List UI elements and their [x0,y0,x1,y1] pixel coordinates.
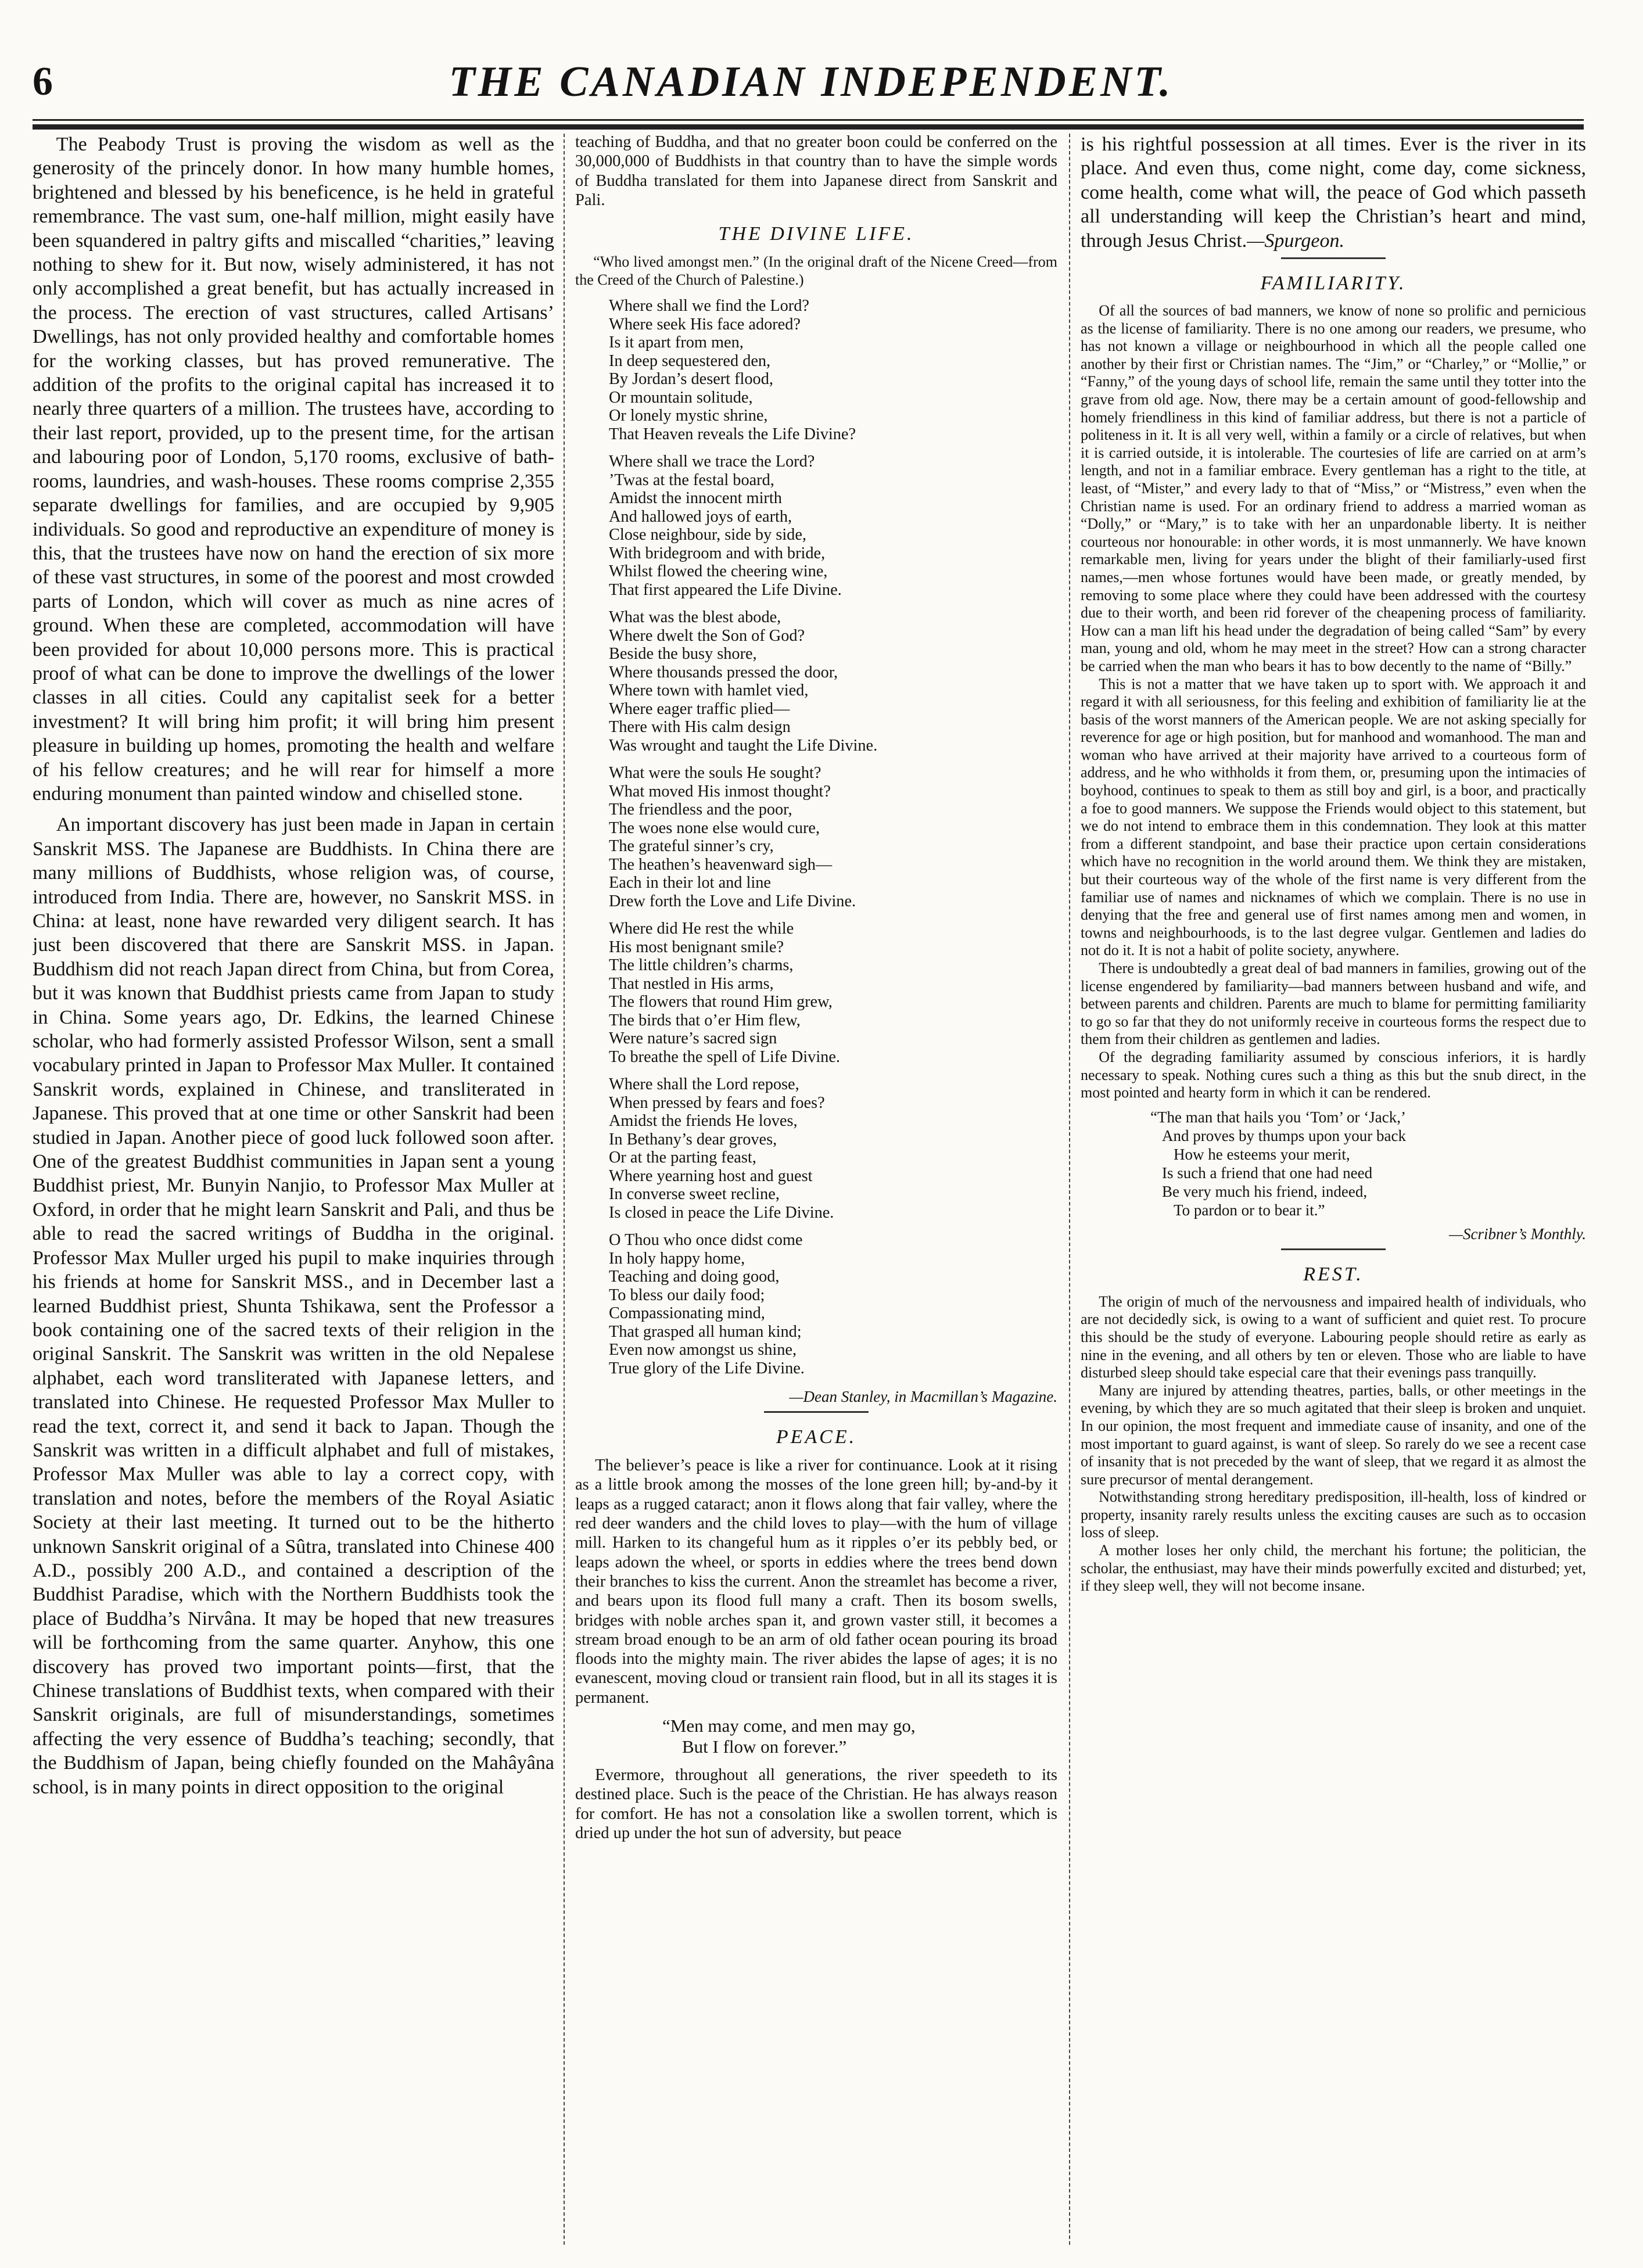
verse-line: Is such a friend that one had need [1162,1164,1373,1182]
poem-line: And hallowed joys of earth, [609,507,792,526]
poem-stanza [575,608,1057,755]
column-3 [1081,132,1586,2246]
poem-line: Where shall the Lord repose, [609,1075,799,1094]
publication-title: THE CANADIAN INDEPENDENT. [449,58,1174,106]
poem-line: Where did He rest the while [609,920,794,938]
peace-paragraph: The believer’s peace is like a river for continuance. Look at it rising as a little brook among the mosses of the lone green hill; by-and-by it leaps as a rugged cataract; anon it flows along that fair valley, where the red deer wanders and the child loves to play—with the hum of village mill. Harken to its changeful hum as it ripples o’er its pebbly bed, or leaps adown the wheel, or sports in eddies where the trees bend down their branches to kiss the current. Anon the streamlet has become a river, and bears upon its flood full many a craft. Then its bosom swells, bridges with noble arches span it, and grown vaster still, it becomes a stream broad enough to be an arm of old father ocean pouring its broad floods into the mighty main. The river abides the lapse of ages; it is no evanescent, moving cloud or transient rain flood, but in all its stages it is permanent. [575,1456,1057,1707]
poem-line: True glory of the Life Divine. [609,1359,805,1377]
masthead-rule-thick [33,124,1584,130]
poem-line: When pressed by fears and foes? [609,1093,825,1112]
continuation-body: is his rightful possession at all times. Ever is the river in its place. And even thus, come night, come day, come sickness, come health, come what will, the peace of God which passeth all understanding will keep the Christian’s heart and mind, through Jesus Christ. [1081,134,1586,252]
poem-line: Even now amongst us shine, [609,1341,797,1359]
poem-line: In deep sequestered den, [609,351,771,370]
poem-line: Or mountain solitude, [609,388,753,407]
poem-line: With bridegroom and with bride, [609,544,826,562]
poem-line: Were nature’s sacred sign [609,1029,777,1048]
poem-line: Is it apart from men, [609,333,744,352]
poem-line: Where shall we trace the Lord? [609,453,815,471]
poem-line: Or at the parting feast, [609,1149,756,1167]
poem-line: Is closed in peace the Life Divine. [609,1203,834,1222]
poem-line: To bless our daily food; [609,1286,765,1304]
masthead-rule-thin [33,119,1584,121]
poem-line: The friendless and the poor, [609,801,792,819]
poem-line: Where yearning host and guest [609,1167,813,1185]
poem-line: His most benignant smile? [609,938,784,956]
poem-stanza [575,1075,1057,1222]
column-1 [33,132,554,2246]
peace-paragraph: Evermore, throughout all generations, the river speedeth to its destined place. Such is the peace of the Christian. He has always reason for comfort. He has not a consolation like a swollen torrent, which is dried up under the hot sun of adversity, but peace [575,1766,1057,1842]
continuation-text: teaching of Buddha, and that no greater boon could be conferred on the 30,000,000 of Buddhists in that country than to have the simple words of Buddha translated for them into Japanese direct from Sanskrit and Pali. [575,133,1057,209]
page-number: 6 [33,59,53,104]
article-peabody-trust: The Peabody Trust is proving the wisdom as well as the generosity of the princely donor. In how many humble homes, brightened and blessed by his beneficence, is he held in grateful remembrance. The vast sum, one-half million, might easily have been squandered in paltry gifts and miscalled “charities,” leaving nothing to shew for it. But now, wisely administered, it has not only accomplished a great benefit, but has actually increased in the process. The erection of vast structures, called Artisans’ Dwellings, has not only provided healthy and comfortable homes for the working classes, but has proved remunerative. The addition of the profits to the original capital has increased it to nearly three quarters of a million. The trustees have, according to their last report, provided, up to the present time, for the artisan and labouring poor of London, 5,170 rooms, exclusive of bath-rooms, laundries, and wash-houses. These rooms comprise 2,355 separate dwellings for families, and are occupied by 9,905 individuals. So good and reproductive an expenditure of money is this, that the trustees have now on hand the erection of six more of these vast structures, in some of the poorest and most crowded parts of London, which will cover as much as nine acres of ground. When these are completed, accommodation will have been provided for about 10,000 persons more. This is practical proof of what can be done to improve the dwellings of the lower classes in all cities. Could any capitalist seek for a better investment? It will bring him profit; it will bring him present pleasure in building up homes, promoting the health and welfare of his fellow creatures; and he will rear for himself a more enduring monument than painted window and chiselled stone. [33,134,554,805]
poem-line: The little children’s charms, [609,956,794,975]
poem-line: By Jordan’s desert flood, [609,370,773,389]
section-rule [1281,257,1386,259]
poem-line: Amidst the friends He loves, [609,1112,798,1131]
verse-line: Be very much his friend, indeed, [1162,1182,1368,1200]
verse-line: To pardon or to bear it.” [1174,1201,1325,1219]
poem-stanza [575,764,1057,910]
poem-line: What moved His inmost thought? [609,782,831,801]
poem-line: In converse sweet recline, [609,1185,780,1204]
rest-paragraph: The origin of much of the nervousness and impaired health of individuals, who are not decidedly sick, is owing to a want of sufficient and quiet rest. To procure this should be the study of everyone. Labouring people should retire as early as nine in the evening, and all others by ten or eleven. Those who are liable to have disturbed sleep should take especial care that their evenings pass tranquilly. [1081,1293,1586,1381]
masthead [33,56,1590,114]
section-rule [1281,1248,1386,1250]
familiarity-paragraph: Of all the sources of bad manners, we know of none so prolific and pernicious as the license of familiarity. There is no one among our readers, we presume, who has not known a village or neighbourhood in which all the people called one another by their first or Christian names. The “Jim,” or “Charley,” or “Mollie,” or “Fanny,” of the young days of school life, remain the same until they totter into the grave from old age. Now, there may be a certain amount of good-fellowship and homely friendliness in this kind of familiar address, but there is not a particle of politeness in it. It is all very well, within a family or a circle of relatives, but when it is carried outside, it is intolerable. The courtesies of life are carried on at arm’s length, and not in a familiar embrace. Every gentleman has a right to the title, at least, of “Mister,” and every lady to that of “Miss,” or “Mistress,” even when the Christian name is used. For an ordinary friend to address a married woman as “Dolly,” or “Mary,” is to take with her an unpardonable liberty. It is neither courteous nor honourable: in other words, it is most unmannerly. We have known remarkable men, living for years under the blight of their familiarly-used first names,—men whose fortunes would have been made, or greatly mended, by removing to some place where they could have been addressed with the courtesy due to their worth, and been rid forever of the cheapening process of familiarity. How can a man lift his head under the degradation of being called “Sam” by every man, young and old, whom he may meet in the street? How can a strong character be carried when the man who bears it has to bow decently to the name of “Billy.” [1081,302,1586,674]
poem-line: The woes none else would cure, [609,819,820,837]
poem-line: Whilst flowed the cheering wine, [609,562,828,581]
poem-stanza [575,920,1057,1066]
heading-peace: PEACE. [776,1426,857,1448]
poem-line: That Heaven reveals the Life Divine? [609,425,856,443]
poem-line: Where seek His face adored? [609,315,801,333]
poem-stanza [575,1231,1057,1377]
poem-line: Amidst the innocent mirth [609,489,782,508]
poem-line: Each in their lot and line [609,874,771,892]
poem-line: There with His calm design [609,718,791,737]
rest-paragraph: Notwithstanding strong hereditary predisposition, ill-health, loss of kindred or property, insanity rarely results unless the exciting causes are such as to occasion loss of sleep. [1081,1488,1586,1541]
poem-line: The heathen’s heavenward sigh— [609,855,833,874]
heading-familiarity: FAMILIARITY. [1260,272,1407,295]
heading-divine-life: THE DIVINE LIFE. [718,223,914,245]
verse-line: “The man that hails you ‘Tom’ or ‘Jack,’ [1150,1108,1406,1126]
poem-line: Where town with hamlet vied, [609,681,809,700]
poem-line: To breathe the spell of Life Divine. [609,1047,840,1066]
poem-line: What was the blest abode, [609,608,781,627]
peace-quote [662,1716,1057,1757]
verse-line: How he esteems your merit, [1174,1145,1350,1163]
poem-line: Drew forth the Love and Life Divine. [609,892,856,910]
column-divider [1069,134,1070,2245]
poem-line: Where dwelt the Son of God? [609,626,805,645]
poem-line: The flowers that round Him grew, [609,993,833,1011]
poem-line: Where eager traffic plied— [609,699,790,718]
poem-line: Where thousands pressed the door, [609,663,838,681]
familiarity-verse [1150,1108,1586,1219]
column-divider [564,134,565,2245]
poem-stanza [575,453,1057,599]
poem-line: The birds that o’er Him flew, [609,1011,801,1029]
quote-line: But I flow on forever.” [682,1736,847,1757]
poem-line: The grateful sinner’s cry, [609,837,774,856]
poem-line: That nestled in His arms, [609,974,774,993]
poem-line: What were the souls He sought? [609,764,822,783]
column-2 [575,132,1057,2246]
familiarity-paragraph: There is undoubtedly a great deal of bad manners in families, growing out of the license engendered by familiarity—bad manners between husband and wife, and between parents and children. Parents are much to blame for permitting familiarity to go so far that they do not uniformly receive in courteous forms the respect due to them from their children as gentlemen and ladies. [1081,960,1586,1048]
section-rule [764,1411,869,1413]
poem-line: Beside the busy shore, [609,645,757,663]
article-sanskrit-discovery: An important discovery has just been made in Japan in certain Sanskrit MSS. The Japanese are Buddhists. In China there are many millions of Buddhists, whose religion was, of course, introduced from India. There are, however, no Sanskrit MSS. in China: at least, none have rewarded very diligent search. It has just been discovered that there are Sanskrit MSS. in Japan. Buddhism did not reach Japan direct from China, but from Corea, but it was known that Buddhist priests came from Japan to study in China. Some years ago, Dr. Edkins, the learned Chinese scholar, who had formerly assisted Professor Wilson, sent a small vocabulary printed in Japan to Professor Max Muller. It contained Sanskrit words, explained in Chinese, and transliterated in Japanese. This proved that at one time or other Sanskrit had been studied in Japan. Another piece of good luck followed soon after. One of the greatest Buddhist communities in Japan sent a young Buddhist priest, Mr. Bunyin Nanjio, to Professor Max Muller at Oxford, in order that he might learn Sanskrit and Pali, and thus be able to read the sacred writings of Buddha in the original. Professor Max Muller urged his pupil to make inquiries through his friends at home for Sanskrit MSS., and in December last a learned Buddhist priest, Shunta Tshikawa, sent the Professor a book containing one of the sacred texts of their religion in the original Sanskrit. The Sanskrit was written in the old Nepalese alphabet, each word transliterated with Japanese letters, and translated into Chinese. He requested Professor Max Muller to read the text, correct it, and send it back to Japan. Though the Sanskrit was written in a difficult alphabet and full of mistakes, Professor Max Muller was able to lay a correct copy, with translation and notes, before the members of the Royal Asiatic Society at their last meeting. It turned out to be the hitherto unknown Sanskrit original of a Sûtra, translated into Chinese 400 A.D., possibly 200 A.D., and contained a description of the Buddhist Paradise, which with the Northern Buddhists took the place of Buddha’s Nirvâna. It may be hoped that new treasures will be forthcoming from the same quarter. Anyhow, this one discovery has proved two important points—first, that the Chinese translations of Buddhist texts, when compared with their Sanskrit originals, are full of misunderstandings, sometimes affecting the very essence of Buddha’s teaching; secondly, that the Buddhism of Japan, being chiefly founded on the Mahâyâna school, is in many points in direct opposition to the original [33,814,554,1798]
poem-line: In holy happy home, [609,1249,745,1268]
poem-line: That grasped all human kind; [609,1322,802,1341]
familiarity-paragraph: Of the degrading familiarity assumed by conscious inferiors, it is hardly necessary to speak. Nothing cures such a thing as this but the snub direct, in the most pointed and hearty form in which it can be rendered. [1081,1048,1586,1101]
rest-paragraph: A mother loses her only child, the merchant his fortune; the politician, the scholar, the enthusiast, may have their minds powerfully excited and disturbed; yet, if they sleep well, they will not become insane. [1081,1542,1586,1595]
poem-line: Was wrought and taught the Life Divine. [609,736,878,755]
poem-line: Close neighbour, side by side, [609,526,806,544]
poem-line: Teaching and doing good, [609,1268,780,1286]
verse-line: And proves by thumps upon your back [1162,1126,1406,1144]
quote-line: “Men may come, and men may go, [662,1716,916,1736]
poem-stanza [575,297,1057,443]
poem-attribution: —Dean Stanley, in Macmillan’s Magazine. [789,1388,1057,1406]
signature: —Spurgeon. [1247,229,1344,252]
heading-rest: REST. [1303,1263,1364,1285]
poem-line: Where shall we find the Lord? [609,297,809,315]
poem-divine-life [575,297,1057,1377]
poem-line: ’Twas at the festal board, [609,471,774,489]
poem-line: In Bethany’s dear groves, [609,1130,777,1149]
familiarity-paragraph: This is not a matter that we have taken up to sport with. We approach it and regard it with all seriousness, for this feeling and exhibition of familiarity lie at the basis of the worst manners of the American people. We are not asking specially for reverence for age or high position, but for manhood and womanhood. The man and woman who have arrived at their majority have arrived to a courteous form of address, and he who withholds it from them, or, presuming upon the intimacies of boyhood, continues to speak to them as still boy and girl, is a boor, and practically a foe to good manners. We suppose the Friends would object to this statement, but we do not intend to embrace them in this condemnation. They look at this matter from a different standpoint, and base their practice upon certain considerations which have no recognition in the world around them. We think they are mistaken, but their courteous way of the whole of the first name is very different from the familiar use of names and nicknames of which we complain. There is no use in denying that the free and general use of first names among men and women, in towns and neighbourhoods, is to the last degree vulgar. Gentlemen and ladies do not do it. It is not a habit of polite society, anywhere. [1081,675,1586,959]
familiarity-attribution: —Scribner’s Monthly. [1449,1225,1586,1243]
continuation-text [1081,132,1586,253]
poem-line: Or lonely mystic shrine, [609,407,768,425]
poem-line: Compassionating mind, [609,1304,765,1323]
poem-line: That first appeared the Life Divine. [609,580,842,599]
poem-line: O Thou who once didst come [609,1231,803,1250]
epigraph: “Who lived amongst men.” (In the original draft of the Nicene Creed—from the Creed of the Church of Palestine.) [575,253,1057,289]
rest-paragraph: Many are injured by attending theatres, parties, balls, or other meetings in the evening, by which they are so much agitated that their sleep is broken and unquiet. In our opinion, the most frequent and immediate cause of insanity, and one of the most important to guard against, is want of sleep. So rarely do we see a recent case of insanity that is not preceded by the want of sleep, that we regard it as almost the sure precursor of mental derangement. [1081,1381,1586,1488]
